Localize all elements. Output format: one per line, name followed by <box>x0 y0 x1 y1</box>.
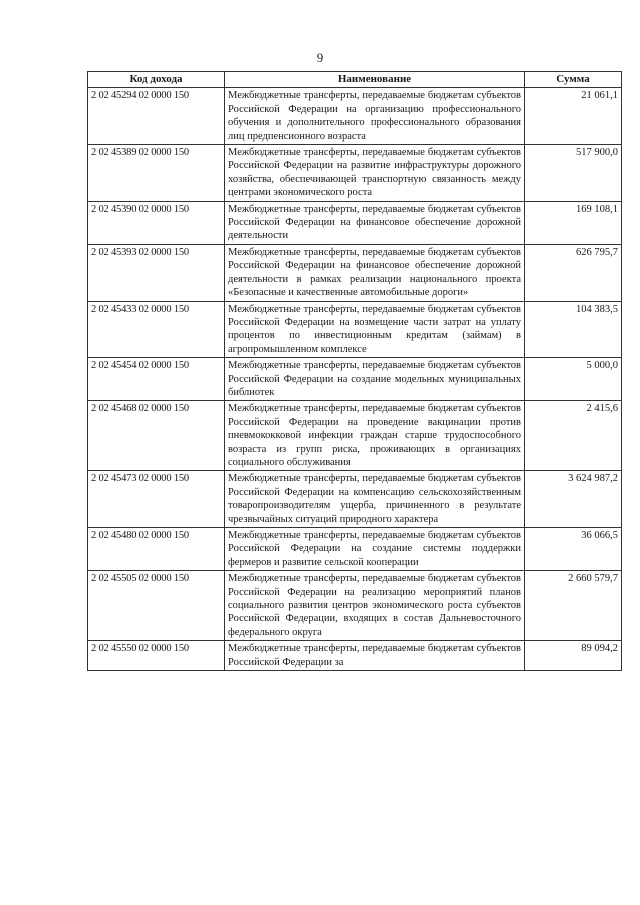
revenue-code-cell: 2 02 45393 02 0000 150 <box>88 244 225 301</box>
table-row <box>88 201 622 244</box>
table-row <box>88 88 622 145</box>
table-row <box>88 244 622 301</box>
revenue-table <box>87 71 622 671</box>
revenue-name-cell: Межбюджетные трансферты, передаваемые бюджетам субъектов Российской Федерации на финансовое обеспечение дорожной деятельности в рамках реализации национального проекта «Безопасные и качественные автомобильные дороги» <box>225 244 525 301</box>
revenue-code-cell: 2 02 45473 02 0000 150 <box>88 471 225 528</box>
table-row <box>88 641 622 671</box>
revenue-name-cell: Межбюджетные трансферты, передаваемые бюджетам субъектов Российской Федерации на финансовое обеспечение дорожной деятельности <box>225 201 525 244</box>
page-number: 9 <box>316 50 324 65</box>
revenue-name-cell: Межбюджетные трансферты, передаваемые бюджетам субъектов Российской Федерации на развитие инфраструктуры дорожного хозяйства, обеспечивающей транспортную связанность между центрами экономического роста <box>225 145 525 202</box>
revenue-sum-cell: 5 000,0 <box>525 358 622 401</box>
table-row <box>88 301 622 358</box>
table-row <box>88 471 622 528</box>
revenue-code-cell: 2 02 45468 02 0000 150 <box>88 401 225 471</box>
table-row <box>88 401 622 471</box>
revenue-code-cell: 2 02 45390 02 0000 150 <box>88 201 225 244</box>
revenue-sum-cell: 2 660 579,7 <box>525 571 622 641</box>
revenue-sum-cell: 2 415,6 <box>525 401 622 471</box>
header-name: Наименование <box>225 72 525 88</box>
revenue-code-cell: 2 02 45480 02 0000 150 <box>88 528 225 571</box>
revenue-sum-cell: 517 900,0 <box>525 145 622 202</box>
revenue-code-cell: 2 02 45550 02 0000 150 <box>88 641 225 671</box>
table-header-row <box>88 72 622 88</box>
table-row <box>88 571 622 641</box>
revenue-sum-cell: 3 624 987,2 <box>525 471 622 528</box>
revenue-sum-cell: 626 795,7 <box>525 244 622 301</box>
revenue-name-cell: Межбюджетные трансферты, передаваемые бюджетам субъектов Российской Федерации на возмещение части затрат на уплату процентов по инвестиционным кредитам (займам) в агропромышленном комплексе <box>225 301 525 358</box>
table-row <box>88 145 622 202</box>
header-code: Код дохода <box>88 72 225 88</box>
revenue-name-cell: Межбюджетные трансферты, передаваемые бюджетам субъектов Российской Федерации на создание системы поддержки фермеров и развитие сельской кооперации <box>225 528 525 571</box>
revenue-code-cell: 2 02 45505 02 0000 150 <box>88 571 225 641</box>
revenue-name-cell: Межбюджетные трансферты, передаваемые бюджетам субъектов Российской Федерации на проведение вакцинации против пневмококковой инфекции граждан старше трудоспособного возраста из групп риска, проживающих в организациях социального обслуживания <box>225 401 525 471</box>
revenue-code-cell: 2 02 45389 02 0000 150 <box>88 145 225 202</box>
revenue-code-cell: 2 02 45294 02 0000 150 <box>88 88 225 145</box>
revenue-name-cell: Межбюджетные трансферты, передаваемые бюджетам субъектов Российской Федерации на организацию профессионального обучения и дополнительного профессионального образования лиц предпенсионного возраста <box>225 88 525 145</box>
table-row <box>88 528 622 571</box>
revenue-sum-cell: 89 094,2 <box>525 641 622 671</box>
revenue-sum-cell: 36 066,5 <box>525 528 622 571</box>
revenue-sum-cell: 169 108,1 <box>525 201 622 244</box>
header-sum: Сумма <box>525 72 622 88</box>
revenue-name-cell: Межбюджетные трансферты, передаваемые бюджетам субъектов Российской Федерации на создание модельных муниципальных библиотек <box>225 358 525 401</box>
revenue-sum-cell: 104 383,5 <box>525 301 622 358</box>
revenue-name-cell: Межбюджетные трансферты, передаваемые бюджетам субъектов Российской Федерации на компенсацию сельскохозяйственным товаропроизводителям ущерба, причиненного в результате чрезвычайных ситуаций природного характера <box>225 471 525 528</box>
revenue-sum-cell: 21 061,1 <box>525 88 622 145</box>
table-row <box>88 358 622 401</box>
revenue-name-cell: Межбюджетные трансферты, передаваемые бюджетам субъектов Российской Федерации за <box>225 641 525 671</box>
revenue-name-cell: Межбюджетные трансферты, передаваемые бюджетам субъектов Российской Федерации на реализацию мероприятий планов социального развития центров экономического роста субъектов Российской Федерации, входящих в состав Дальневосточного федерального округа <box>225 571 525 641</box>
revenue-code-cell: 2 02 45454 02 0000 150 <box>88 358 225 401</box>
revenue-code-cell: 2 02 45433 02 0000 150 <box>88 301 225 358</box>
